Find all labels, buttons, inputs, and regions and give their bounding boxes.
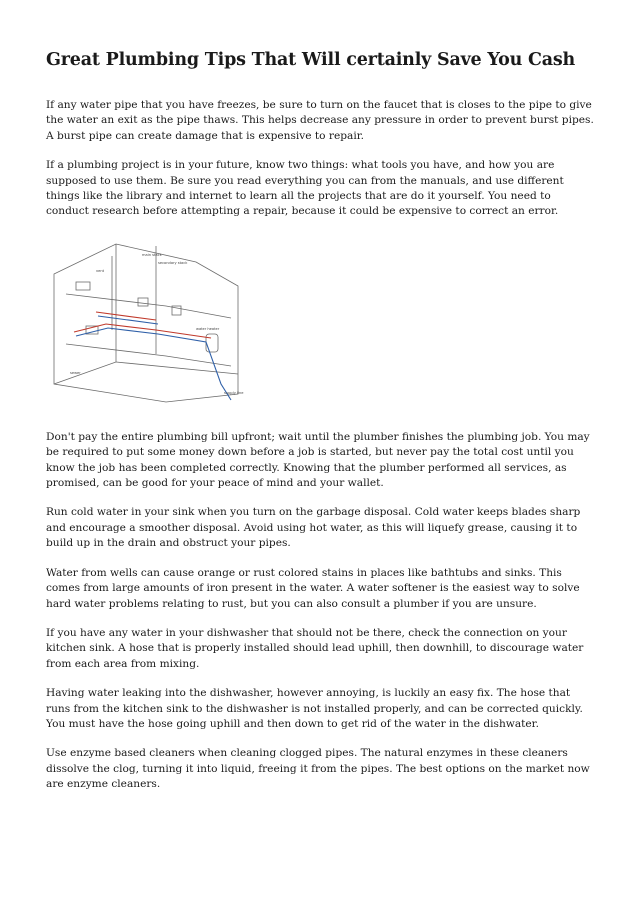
label-main-stack: main stack <box>142 252 162 257</box>
paragraph-3: Don't pay the entire plumbing bill upfront; wait until the plumber finishes the plumbing job. You may be required to put some money down before a job is started, but never pay the total cost until you know the job has been completed correctly. Knowing that the plumber performed all services, as promised, can be good for your peace of mind and your wallet. <box>46 430 590 490</box>
hot-branch-pipe <box>96 312 156 320</box>
cold-branch-pipe <box>98 316 158 324</box>
plumbing-diagram-svg <box>46 234 246 406</box>
fixture-tub <box>76 282 90 290</box>
label-water-heater: water heater <box>196 326 220 331</box>
paragraph-4: Run cold water in your sink when you turn on the garbage disposal. Cold water keeps blades sharp and encourage a smoother disposal. Avoid using hot water, as this will liquefy grease, causing it to build up in the drain and obstruct your pipes. <box>46 506 581 550</box>
paragraph-8: Use enzyme based cleaners when cleaning clogged pipes. The natural enzymes in these cleaners dissolve the clog, turning it into liquid, freeing it from the pipes. The best options on the market now are enzyme cleaners. <box>46 747 590 791</box>
paragraph-1: If any water pipe that you have freezes, be sure to turn on the faucet that is closes to the pipe to give the water an exit as the pipe thaws. This helps decrease any pressure in order to prevent burst pipes. A burst pipe can create damage that is expensive to repair. <box>46 99 594 142</box>
paragraph-2: If a plumbing project is in your future, know two things: what tools you have, and how you are supposed to use them. Be sure you read everything you can from the manuals, and use different things like the library and internet to learn all the projects that are do it yourself. You need to conduct research before attempting a repair, because it could be expensive to correct an error. <box>46 159 564 218</box>
label-secondary-stack: secondary stack <box>158 260 188 265</box>
page-title: Great Plumbing Tips That Will certainly Save You Cash <box>46 50 576 70</box>
fixture-sink <box>138 298 148 306</box>
paragraph-6: If you have any water in your dishwasher that should not be there, check the connection on your kitchen sink. A hose that is properly installed should lead uphill, then downhill, to discourage water from each area from mixing. <box>46 626 584 670</box>
label-vent: vent <box>96 268 105 273</box>
house-floor-line <box>66 294 231 318</box>
plumbing-diagram-image <box>46 234 246 406</box>
house-wall-edge <box>54 244 116 384</box>
house-floor-edge <box>116 362 238 374</box>
label-supply-line: supply line <box>224 390 244 395</box>
paragraph-7: Having water leaking into the dishwasher, however annoying, is luckily an easy fix. The hose that runs from the kitchen sink to the dishwasher is not installed properly, and can be corrected quickly. You must have the hose going uphill and then down to get rid of the water in the dishwater. <box>46 687 583 730</box>
label-sewer: sewer <box>70 370 81 375</box>
cold-water-pipe <box>76 328 231 400</box>
house-outline <box>54 244 238 402</box>
paragraph-5: Water from wells can cause orange or rust colored stains in places like bathtubs and sinks. This comes from large amounts of iron present in the water. A water softener is the easiest way to solve hard water problems relating to rust, but you can also consult a plumber if you are unsure. <box>46 566 580 610</box>
water-heater-shape <box>206 334 218 352</box>
